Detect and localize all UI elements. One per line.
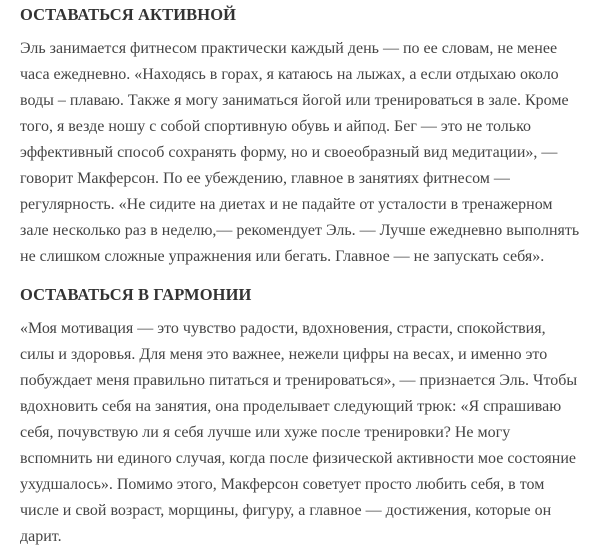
section-paragraph-stay-in-harmony: [20, 316, 577, 550]
paragraph-line: того, я везде ношу с собой спортивную обувь и айпод. Бег — это не только: [20, 118, 532, 135]
paragraph-line: не слишком сложные упражнения или бегать. Главное — не запускать себя».: [20, 248, 545, 265]
paragraph-line: дарит.: [20, 528, 62, 545]
paragraph-line: регулярность. «Не сидите на диетах и не падайте от усталости в тренажерном: [20, 196, 553, 213]
paragraph-line: себя, почувствую ли я себя лучше или хуже после тренировки? Не могу: [20, 424, 511, 441]
paragraph-line: побуждает меня правильно питаться и тренироваться», — признается Эль. Чтобы: [20, 372, 578, 389]
paragraph-line: воды – плаваю. Также я могу заниматься йогой или тренироваться в зале. Кроме: [20, 92, 569, 109]
section-heading-stay-active: ОСТАВАТЬСЯ АКТИВНОЙ: [20, 5, 237, 24]
section-heading-stay-in-harmony: ОСТАВАТЬСЯ В ГАРМОНИИ: [20, 285, 252, 304]
paragraph-line: вспомнить ни единого случая, когда после физической активности мое состояние: [20, 450, 576, 467]
paragraph-line: ухудшалось». Помимо этого, Макферсон советует просто любить себя, в том: [20, 476, 545, 493]
paragraph-line: часа ежедневно. «Находясь в горах, я катаюсь на лыжах, а если отдыхаю около: [20, 66, 559, 83]
paragraph-line: говорит Макферсон. По ее убеждению, главное в занятиях фитнесом —: [20, 170, 510, 187]
section-paragraph-stay-active: [20, 36, 579, 270]
paragraph-line: эффективный способ сохранять форму, но и своеобразный вид медитации», —: [20, 144, 558, 161]
paragraph-line: Эль занимается фитнесом практически каждый день — по ее словам, не менее: [20, 40, 558, 57]
paragraph-line: вдохновить себя на занятия, она проделывает следующий трюк: «Я спрашиваю: [20, 398, 562, 415]
paragraph-line: зале несколько раз в неделю,— рекомендует Эль. — Лучше ежедневно выполнять: [20, 222, 580, 239]
paragraph-line: силы и здоровья. Для меня это важнее, нежели цифры на весах, и именно это: [20, 346, 548, 363]
paragraph-line: числе и свой возраст, морщины, фигуру, а главное — достижения, которые он: [20, 502, 552, 519]
paragraph-line: «Моя мотивация — это чувство радости, вдохновения, страсти, спокойствия,: [20, 320, 546, 337]
